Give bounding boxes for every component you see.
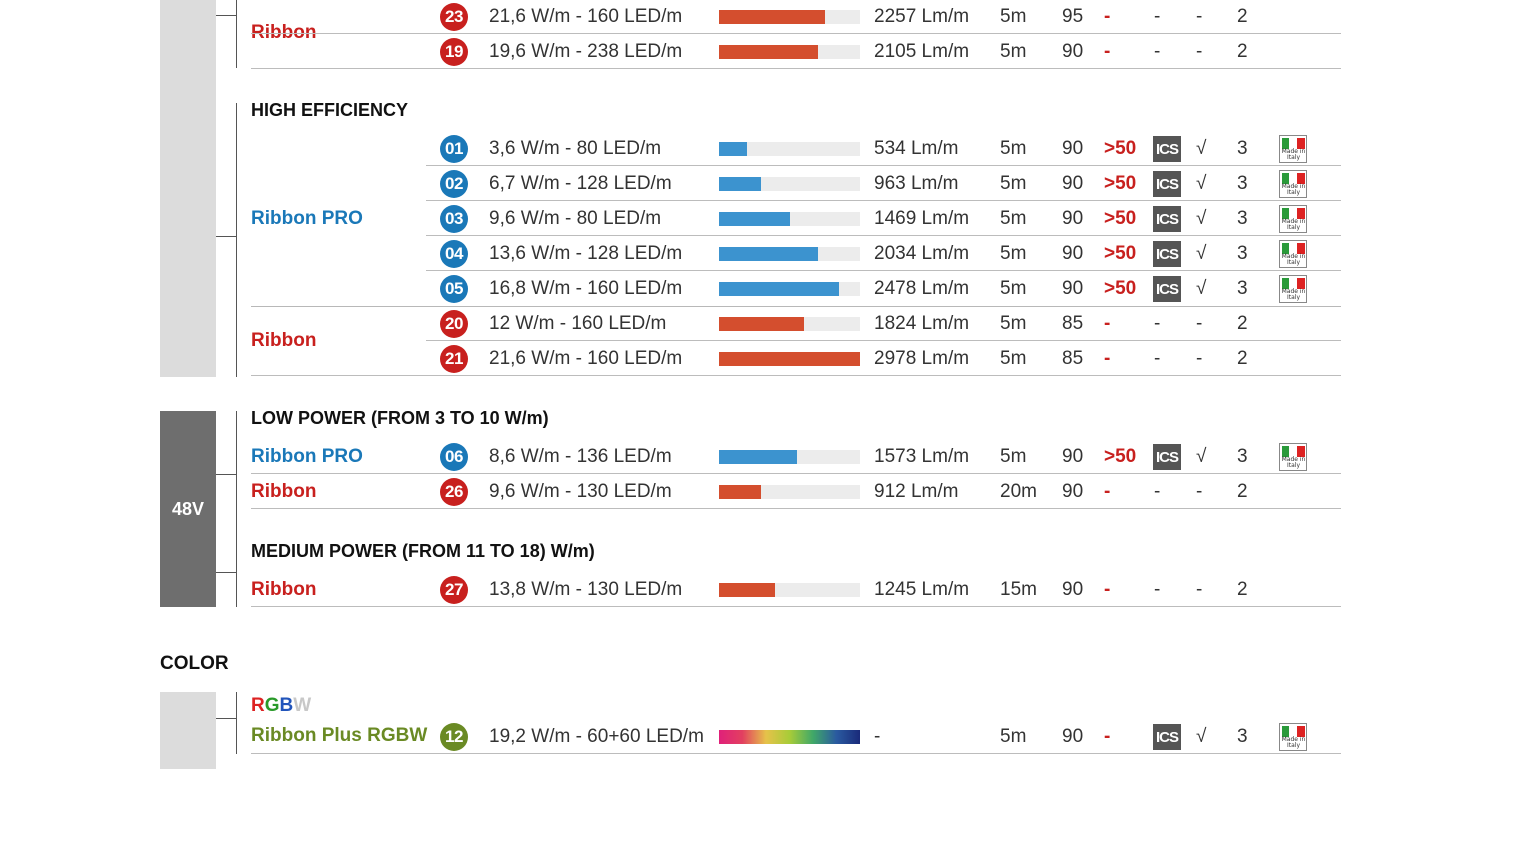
lumen-bar-fill xyxy=(719,247,818,261)
lumen-bar xyxy=(719,450,860,464)
cri-value: 90 xyxy=(1062,726,1084,747)
lumen-bar xyxy=(719,317,860,331)
lumen-bar xyxy=(719,177,860,191)
lifetime-value: >50 xyxy=(1104,278,1137,299)
length-value: 15m xyxy=(1000,579,1037,600)
check-value: - xyxy=(1196,41,1203,62)
product-code-badge: 27 xyxy=(440,576,468,604)
length-value: 5m xyxy=(1000,208,1027,229)
ics-value: - xyxy=(1154,41,1161,62)
lumens-value: 912 Lm/m xyxy=(874,481,959,502)
lifetime-value: - xyxy=(1104,726,1111,747)
product-code-badge: 23 xyxy=(440,3,468,31)
product-code-badge: 26 xyxy=(440,478,468,506)
product-code-badge: 12 xyxy=(440,723,468,751)
lifetime-value: >50 xyxy=(1104,208,1137,229)
row-separator xyxy=(251,375,1341,376)
table-row xyxy=(0,272,1536,306)
cri-value: 90 xyxy=(1062,41,1084,62)
warranty-value: 3 xyxy=(1237,278,1248,299)
check-value: - xyxy=(1196,579,1203,600)
power-led-spec: 3,6 W/m - 80 LED/m xyxy=(489,138,662,159)
power-led-spec: 19,6 W/m - 238 LED/m xyxy=(489,41,683,62)
flag-caption: Made in Italy xyxy=(1281,736,1306,749)
warranty-value: 2 xyxy=(1237,313,1248,334)
table-row xyxy=(0,167,1536,201)
ics-icon: ICS xyxy=(1153,136,1181,162)
lumen-bar-fill xyxy=(719,730,860,744)
lifetime-value: - xyxy=(1104,579,1111,600)
lumens-value: 1245 Lm/m xyxy=(874,579,970,600)
length-value: 5m xyxy=(1000,278,1027,299)
power-led-spec: 8,6 W/m - 136 LED/m xyxy=(489,446,672,467)
lumen-bar xyxy=(719,212,860,226)
cri-value: 90 xyxy=(1062,579,1084,600)
lumen-bar xyxy=(719,282,860,296)
power-led-spec: 13,8 W/m - 130 LED/m xyxy=(489,579,683,600)
flag-caption: Made in Italy xyxy=(1281,253,1306,266)
group-label-ribbon: Ribbon xyxy=(251,481,317,502)
length-value: 5m xyxy=(1000,41,1027,62)
lumen-bar-fill xyxy=(719,142,747,156)
section-title-color: COLOR xyxy=(160,653,229,674)
warranty-value: 3 xyxy=(1237,726,1248,747)
group-label-ribbon-plus-rgbw: Ribbon Plus RGBW xyxy=(251,725,428,746)
lifetime-value: - xyxy=(1104,41,1111,62)
ics-value: - xyxy=(1154,579,1161,600)
flag-caption: Made in Italy xyxy=(1281,183,1306,196)
table-row xyxy=(0,573,1536,607)
lifetime-value: - xyxy=(1104,481,1111,502)
product-code-badge: 03 xyxy=(440,205,468,233)
cri-value: 90 xyxy=(1062,208,1084,229)
check-value: √ xyxy=(1196,278,1207,299)
cri-value: 85 xyxy=(1062,348,1084,369)
check-value: - xyxy=(1196,313,1203,334)
lumen-bar xyxy=(719,45,860,59)
check-value: √ xyxy=(1196,208,1207,229)
lifetime-value: - xyxy=(1104,348,1111,369)
lumen-bar xyxy=(719,10,860,24)
lumen-bar xyxy=(719,352,860,366)
made-in-italy-flag-icon xyxy=(1279,135,1307,163)
lumen-bar-fill xyxy=(719,485,761,499)
lifetime-value: - xyxy=(1104,6,1111,27)
group-label-ribbon-pro: Ribbon PRO xyxy=(251,208,363,229)
length-value: 5m xyxy=(1000,348,1027,369)
product-code-badge: 06 xyxy=(440,443,468,471)
row-separator xyxy=(251,473,1341,474)
product-code-badge: 02 xyxy=(440,170,468,198)
lumens-value: 1573 Lm/m xyxy=(874,446,970,467)
table-row xyxy=(0,237,1536,271)
lumen-bar xyxy=(719,247,860,261)
power-led-spec: 13,6 W/m - 128 LED/m xyxy=(489,243,683,264)
lumens-value: 1469 Lm/m xyxy=(874,208,970,229)
cri-value: 90 xyxy=(1062,481,1084,502)
warranty-value: 2 xyxy=(1237,579,1248,600)
warranty-value: 3 xyxy=(1237,243,1248,264)
group-label-ribbon: Ribbon xyxy=(251,22,317,43)
made-in-italy-flag-icon xyxy=(1279,240,1307,268)
lumens-value: 2978 Lm/m xyxy=(874,348,970,369)
power-led-spec: 21,6 W/m - 160 LED/m xyxy=(489,348,683,369)
lumen-bar-fill xyxy=(719,352,860,366)
row-separator xyxy=(251,753,1341,754)
power-led-spec: 16,8 W/m - 160 LED/m xyxy=(489,278,683,299)
bracket-tick xyxy=(216,718,236,719)
ics-icon: ICS xyxy=(1153,444,1181,470)
ics-icon: ICS xyxy=(1153,276,1181,302)
section-title-high-efficiency: HIGH EFFICIENCY xyxy=(251,100,409,120)
ics-icon: ICS xyxy=(1153,206,1181,232)
product-code-badge: 20 xyxy=(440,310,468,338)
warranty-value: 3 xyxy=(1237,173,1248,194)
lumen-bar xyxy=(719,485,860,499)
table-row xyxy=(0,0,1536,34)
length-value: 5m xyxy=(1000,6,1027,27)
power-led-spec: 9,6 W/m - 130 LED/m xyxy=(489,481,672,502)
row-separator xyxy=(251,33,1341,34)
lumen-bar-fill xyxy=(719,177,761,191)
section-title-low-power: LOW POWER (FROM 3 TO 10 W/m) xyxy=(251,408,549,428)
lifetime-value: >50 xyxy=(1104,243,1137,264)
lifetime-value: >50 xyxy=(1104,446,1137,467)
section-title-medium-power: MEDIUM POWER (FROM 11 TO 18) W/m) xyxy=(251,541,595,561)
table-row xyxy=(0,202,1536,236)
warranty-value: 3 xyxy=(1237,208,1248,229)
lumens-value: 2105 Lm/m xyxy=(874,41,970,62)
lumen-bar xyxy=(719,142,860,156)
check-value: √ xyxy=(1196,173,1207,194)
ics-icon: ICS xyxy=(1153,724,1181,750)
warranty-value: 2 xyxy=(1237,6,1248,27)
lumen-bar-fill xyxy=(719,583,775,597)
table-row xyxy=(0,720,1536,754)
lifetime-value: >50 xyxy=(1104,138,1137,159)
lifetime-value: >50 xyxy=(1104,173,1137,194)
product-code-badge: 21 xyxy=(440,345,468,373)
made-in-italy-flag-icon xyxy=(1279,275,1307,303)
flag-caption: Made in Italy xyxy=(1281,218,1306,231)
length-value: 5m xyxy=(1000,173,1027,194)
check-value: √ xyxy=(1196,726,1207,747)
power-led-spec: 6,7 W/m - 128 LED/m xyxy=(489,173,672,194)
group-label-ribbon-pro: Ribbon PRO xyxy=(251,446,363,467)
warranty-value: 2 xyxy=(1237,41,1248,62)
product-code-badge: 19 xyxy=(440,38,468,66)
check-value: - xyxy=(1196,348,1203,369)
lumen-bar xyxy=(719,730,860,744)
table-row xyxy=(0,307,1536,341)
made-in-italy-flag-icon xyxy=(1279,205,1307,233)
warranty-value: 2 xyxy=(1237,481,1248,502)
cri-value: 90 xyxy=(1062,446,1084,467)
ics-icon: ICS xyxy=(1153,241,1181,267)
warranty-value: 2 xyxy=(1237,348,1248,369)
power-led-spec: 9,6 W/m - 80 LED/m xyxy=(489,208,662,229)
check-value: √ xyxy=(1196,446,1207,467)
ics-value: - xyxy=(1154,313,1161,334)
group-label-ribbon: Ribbon xyxy=(251,330,317,351)
row-separator xyxy=(251,606,1341,607)
product-code-badge: 05 xyxy=(440,275,468,303)
table-row xyxy=(0,440,1536,474)
group-label-ribbon: Ribbon xyxy=(251,579,317,600)
made-in-italy-flag-icon xyxy=(1279,443,1307,471)
cri-value: 90 xyxy=(1062,173,1084,194)
lumens-value: - xyxy=(874,726,881,747)
lumen-bar-fill xyxy=(719,10,825,24)
ics-icon: ICS xyxy=(1153,171,1181,197)
ics-value: - xyxy=(1154,481,1161,502)
lumen-bar-fill xyxy=(719,212,790,226)
lumens-value: 534 Lm/m xyxy=(874,138,959,159)
product-code-badge: 01 xyxy=(440,135,468,163)
voltage-label-48v: 48V xyxy=(171,498,205,519)
table-row xyxy=(0,35,1536,69)
row-separator xyxy=(251,508,1341,509)
warranty-value: 3 xyxy=(1237,138,1248,159)
made-in-italy-flag-icon xyxy=(1279,723,1307,751)
warranty-value: 3 xyxy=(1237,446,1248,467)
power-led-spec: 19,2 W/m - 60+60 LED/m xyxy=(489,726,704,747)
length-value: 5m xyxy=(1000,726,1027,747)
made-in-italy-flag-icon xyxy=(1279,170,1307,198)
ics-value: - xyxy=(1154,6,1161,27)
length-value: 5m xyxy=(1000,243,1027,264)
cri-value: 85 xyxy=(1062,313,1084,334)
lumens-value: 2034 Lm/m xyxy=(874,243,970,264)
flag-caption: Made in Italy xyxy=(1281,456,1306,469)
lumens-value: 2478 Lm/m xyxy=(874,278,970,299)
power-led-spec: 12 W/m - 160 LED/m xyxy=(489,313,667,334)
cri-value: 90 xyxy=(1062,278,1084,299)
lumens-value: 2257 Lm/m xyxy=(874,6,970,27)
ics-value: - xyxy=(1154,348,1161,369)
table-row xyxy=(0,342,1536,376)
flag-caption: Made in Italy xyxy=(1281,288,1306,301)
check-value: √ xyxy=(1196,138,1207,159)
length-value: 5m xyxy=(1000,138,1027,159)
lumen-bar xyxy=(719,583,860,597)
check-value: √ xyxy=(1196,243,1207,264)
lumen-bar-fill xyxy=(719,282,839,296)
lifetime-value: - xyxy=(1104,313,1111,334)
flag-caption: Made in Italy xyxy=(1281,148,1306,161)
lumen-bar-fill xyxy=(719,450,797,464)
lumen-bar-fill xyxy=(719,45,818,59)
length-value: 20m xyxy=(1000,481,1037,502)
cri-value: 90 xyxy=(1062,138,1084,159)
lumen-bar-fill xyxy=(719,317,804,331)
power-led-spec: 21,6 W/m - 160 LED/m xyxy=(489,6,683,27)
table-row xyxy=(0,132,1536,166)
cri-value: 95 xyxy=(1062,6,1084,27)
length-value: 5m xyxy=(1000,446,1027,467)
group-label-rgbw: RGBW xyxy=(251,695,312,716)
check-value: - xyxy=(1196,481,1203,502)
product-code-badge: 04 xyxy=(440,240,468,268)
table-row xyxy=(0,475,1536,509)
row-separator xyxy=(251,68,1341,69)
length-value: 5m xyxy=(1000,313,1027,334)
cri-value: 90 xyxy=(1062,243,1084,264)
check-value: - xyxy=(1196,6,1203,27)
lumens-value: 963 Lm/m xyxy=(874,173,959,194)
lumens-value: 1824 Lm/m xyxy=(874,313,970,334)
